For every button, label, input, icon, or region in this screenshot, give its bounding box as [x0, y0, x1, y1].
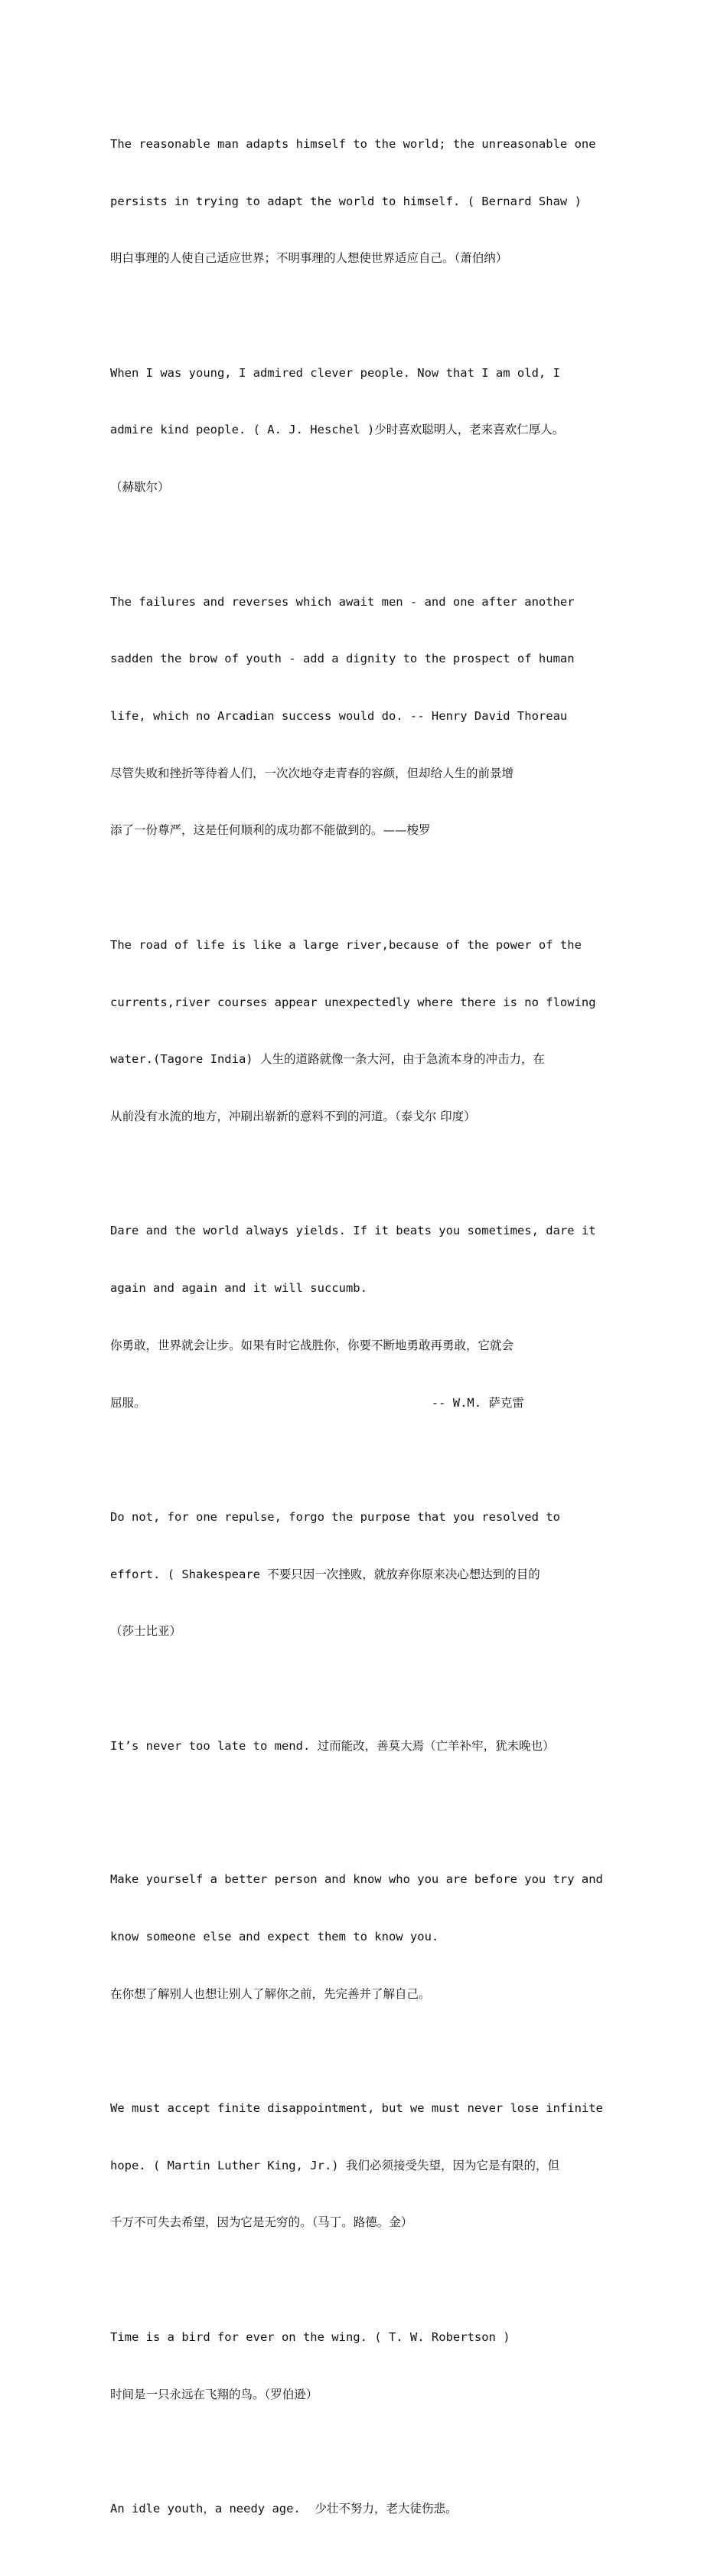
text-line: 从前没有水流的地方，冲刷出崭新的意料不到的河道。（泰戈尔 印度） [110, 1109, 476, 1123]
text-line: It’s never too late to mend. 过而能改，善莫大焉（亡羊补牢，犹未晚也） [110, 1738, 555, 1753]
quote-paragraph [110, 554, 618, 878]
blank-line [110, 1813, 618, 1832]
text-line: （莎士比亚） [110, 1624, 182, 1639]
quote-paragraph [110, 1184, 618, 1451]
quotes-body [110, 96, 618, 2576]
text-line: The failures and reverses which await men - and one after another [110, 594, 575, 609]
text-line: 尽管失败和挫折等待着人们，一次次地夺走青春的容颜，但却给人生的前景增 [110, 766, 514, 780]
quote-paragraph [110, 2290, 618, 2442]
text-line: currents,river courses appear unexpectedly where there is no flowing [110, 995, 596, 1009]
text-line: An idle youth，a needy age. 少壮不努力，老大徒伤悲。 [110, 2502, 458, 2516]
text-line: again and again and it will succumb. [110, 1281, 367, 1296]
quote-paragraph [110, 897, 618, 1165]
text-line: We must accept finite disappointment, but we must never lose infinite [110, 2101, 603, 2116]
text-line: sadden the brow of youth - add a dignity to the prospect of human [110, 652, 575, 666]
quote-paragraph [110, 2461, 618, 2557]
text-line: admire kind people. ( A. J. Heschel )少时喜欢聪明人，老来喜欢仁厚人。 [110, 423, 565, 437]
text-line: hope. ( Martin Luther King, Jr.) 我们必须接受失望，因为它是有限的，但 [110, 2158, 559, 2172]
text-line: Make yourself a better person and know who you are before you try and [110, 1872, 603, 1887]
text-line: The road of life is like a large river,because of the power of the [110, 937, 582, 952]
text-line: 屈服。 -- W.M. 萨克雷 [110, 1395, 524, 1410]
text-line: know someone else and expect them to know you. [110, 1929, 439, 1943]
quote-paragraph [110, 325, 618, 535]
quote-paragraph [110, 96, 618, 306]
text-line: water.(Tagore India) 人生的道路就像一条大河，由于急流本身的冲击力，在 [110, 1052, 545, 1067]
quote-paragraph [110, 1469, 618, 1679]
text-line: The reasonable man adapts himself to the world; the unreasonable one [110, 136, 596, 151]
text-line: 你勇敢，世界就会让步。如果有时它战胜你，你要不断地勇敢再勇敢，它就会 [110, 1338, 514, 1352]
text-line: 时间是一只永远在飞翔的鸟。（罗伯逊） [110, 2387, 318, 2401]
text-line: Time is a bird for ever on the wing. ( T. W. Robertson ) [110, 2329, 510, 2344]
text-line: Dare and the world always yields. If it beats you sometimes, dare it [110, 1224, 596, 1238]
text-line: persists in trying to adapt the world to himself. ( Bernard Shaw ) [110, 194, 582, 208]
text-line: （赫歇尔） [110, 480, 170, 495]
text-line: 添了一份尊严，这是任何顺利的成功都不能做到的。——梭罗 [110, 823, 431, 838]
quote-paragraph [110, 1832, 618, 2042]
text-line: effort. ( Shakespeare 不要只因一次挫败，就放弃你原来决心想达到的目的 [110, 1567, 540, 1581]
quote-paragraph [110, 1698, 618, 1794]
text-line: 在你想了解别人也想让别人了解你之前，先完善并了解自己。 [110, 1986, 431, 2001]
text-line: 明白事理的人使自己适应世界；不明事理的人想使世界适应自己。（萧伯纳） [110, 251, 508, 266]
text-line: life, which no Arcadian success would do. -- Henry David Thoreau [110, 708, 568, 723]
text-line: 千万不可失去希望，因为它是无穷的。（马丁。路德。金） [110, 2215, 413, 2230]
text-line: Do not, for one repulse, forgo the purpose that you resolved to [110, 1509, 560, 1524]
text-line: When I was young, I admired clever people. Now that I am old, I [110, 365, 560, 380]
quote-paragraph [110, 2061, 618, 2270]
